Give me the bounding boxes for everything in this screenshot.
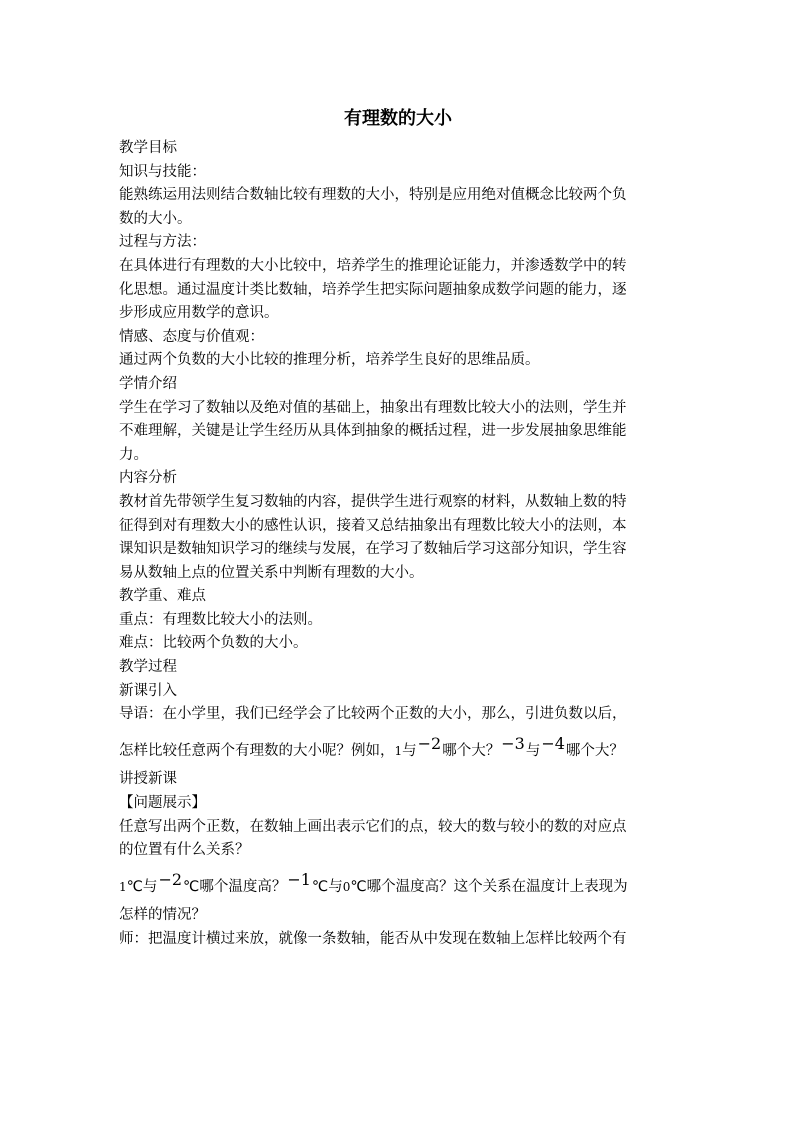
text-segment: 怎样比较任意两个有理数的大小呢？例如， bbox=[119, 742, 395, 759]
math-number: 0 bbox=[342, 879, 351, 894]
math-number: 1 bbox=[394, 743, 403, 758]
temperature-question-line bbox=[119, 863, 677, 905]
document-page bbox=[119, 104, 677, 952]
paragraph-line: 的位置有什么关系？ bbox=[119, 842, 250, 859]
text-segment: 与 bbox=[402, 742, 417, 759]
section-heading-teaching-goals: 教学目标 bbox=[119, 140, 177, 156]
paragraph-line: 力。 bbox=[119, 446, 148, 463]
section-heading-content-analysis: 内容分析 bbox=[119, 470, 177, 487]
math-number: −3 bbox=[501, 733, 525, 753]
paragraph-line: 通过两个负数的大小比较的推理分析，培养学生良好的思维品质。 bbox=[119, 352, 540, 369]
text-segment: ℃与 bbox=[126, 878, 158, 895]
math-number: −2 bbox=[158, 869, 183, 889]
paragraph-line: 数的大小。 bbox=[119, 210, 192, 227]
math-number: −1 bbox=[287, 869, 311, 889]
subheading-process-methods: 过程与方法： bbox=[119, 234, 206, 251]
paragraph-line: 不难理解，关键是让学生经历从具体到抽象的概括过程，进一步发展抽象思维能 bbox=[119, 423, 627, 440]
paragraph-line: 能熟练运用法则结合数轴比较有理数的大小，特别是应用绝对值概念比较两个负 bbox=[119, 187, 627, 204]
document-title: 有理数的大小 bbox=[344, 108, 452, 129]
math-number: 1 bbox=[119, 879, 127, 894]
math-number: −4 bbox=[541, 733, 565, 753]
paragraph-line: 征得到对有理数大小的感性认识，接着又总结抽象出有理数比较大小的法则，本 bbox=[119, 517, 627, 534]
paragraph-line: 导语：在小学里，我们已经学会了比较两个正数的大小，那么，引进负数以后， bbox=[119, 706, 627, 723]
paragraph-line: 易从数轴上点的位置关系中判断有理数的大小。 bbox=[119, 564, 424, 581]
text-segment: 哪个大？ bbox=[442, 742, 501, 759]
paragraph-line: 教材首先带领学生复习数轴的内容，提供学生进行观察的材料，从数轴上数的特 bbox=[119, 493, 627, 510]
text-segment: ℃哪个温度高？这个关系在温度计上表现为 bbox=[350, 878, 628, 895]
paragraph-line: 步形成应用数学的意识。 bbox=[119, 305, 279, 322]
text-segment: 哪个大？ bbox=[565, 742, 624, 759]
text-segment: ℃与 bbox=[311, 878, 343, 895]
paragraph-line: 学生在学习了数轴以及绝对值的基础上，抽象出有理数比较大小的法则，学生并 bbox=[119, 399, 627, 416]
subheading-new-lesson-intro: 新课引入 bbox=[119, 682, 177, 699]
math-number: −2 bbox=[417, 733, 442, 753]
paragraph-line: 重点：有理数比较大小的法则。 bbox=[119, 611, 322, 628]
paragraph-line: 课知识是数轴知识学习的继续与发展，在学习了数轴后学习这部分知识，学生容 bbox=[119, 541, 627, 558]
subheading-teaching-new-lesson: 讲授新课 bbox=[119, 771, 177, 788]
section-heading-teaching-process: 教学过程 bbox=[119, 659, 177, 676]
text-segment: 与 bbox=[525, 742, 541, 759]
section-heading-student-situation: 学情介绍 bbox=[119, 375, 177, 392]
subheading-emotion-attitude: 情感、态度与价值观： bbox=[119, 328, 264, 345]
section-heading-key-points: 教学重、难点 bbox=[119, 588, 206, 605]
subheading-knowledge-skills: 知识与技能： bbox=[119, 163, 206, 180]
paragraph-line: 难点：比较两个负数的大小。 bbox=[119, 635, 308, 652]
text-segment: ℃哪个温度高？ bbox=[183, 878, 287, 895]
paragraph-line: 师：把温度计横过来放，就像一条数轴，能否从中发现在数轴上怎样比较两个有 bbox=[119, 931, 627, 947]
paragraph-line: 在具体进行有理数的大小比较中，培养学生的推理论证能力，并渗透数学中的转 bbox=[119, 257, 627, 274]
compare-question-line bbox=[119, 727, 677, 769]
paragraph-line: 化思想。通过温度计类比数轴，培养学生把实际问题抽象成数学问题的能力，逐 bbox=[119, 281, 627, 298]
paragraph-line: 任意写出两个正数，在数轴上画出表示它们的点，较大的数与较小的数的对应点 bbox=[119, 818, 627, 835]
subheading-problem-display: 【问题展示】 bbox=[119, 795, 206, 812]
paragraph-line: 怎样的情况？ bbox=[119, 907, 206, 924]
